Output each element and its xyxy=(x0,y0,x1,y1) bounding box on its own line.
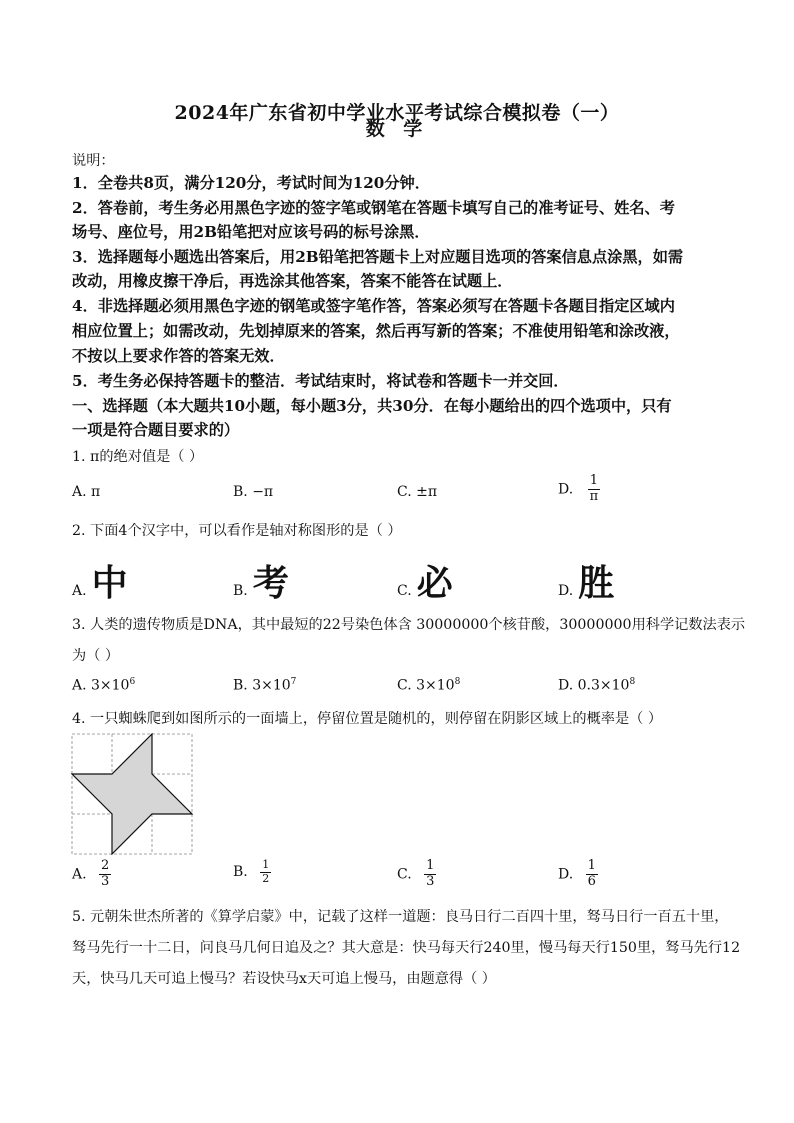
shaded-star xyxy=(72,734,192,854)
section-heading-cont: 一项是符合题目要求的） xyxy=(72,421,240,439)
question-4-stem: 4. 一只蜘蛛爬到如图所示的一面墙上，停留位置是随机的，则停留在阴影区域上的概率是（ ） xyxy=(72,711,663,727)
instruction-line: 1．全卷共8页，满分120分，考试时间为120分钟． xyxy=(72,174,430,192)
q3-option-a: A. $3\times 10^6$ xyxy=(72,677,136,694)
option-character: 必 xyxy=(416,563,453,604)
option-label: D. xyxy=(558,481,574,498)
instruction-line: 相应位置上；如需改动，先划掉原来的答案，然后再写新的答案；不准使用铅笔和涂改液， xyxy=(72,322,680,340)
option-label: B. xyxy=(233,583,248,599)
numerator: 1 xyxy=(589,473,599,488)
q2-option-a xyxy=(72,555,128,606)
q3-option-d: D. $0.3\times 10^8$ xyxy=(558,677,636,694)
q4-option-b: B. $\frac{1}{2}$ xyxy=(233,858,270,885)
q2-option-b xyxy=(233,555,289,606)
q2-option-d xyxy=(558,555,614,606)
question-1-stem: 1. π的绝对值是（ ） xyxy=(72,449,204,465)
q1-option-b: B. −π xyxy=(233,484,274,500)
denominator: π xyxy=(589,488,599,504)
question-5-stem-cont: 天，快马几天可追上慢马？若设快马x天可追上慢马，由题意得（ ） xyxy=(72,971,496,987)
subject-title: 数 学 xyxy=(365,118,429,140)
instruction-line: 不按以上要求作答的答案无效． xyxy=(72,347,285,365)
option-label: D. xyxy=(558,583,574,599)
instruction-line: 场号、座位号，用2B铅笔把对应该号码的标号涂黑． xyxy=(72,223,430,241)
q3-option-c: C. $3\times 10^8$ xyxy=(397,677,461,694)
question-2-stem: 2. 下面4个汉字中，可以看作是轴对称图形的是（ ） xyxy=(72,523,402,539)
q1-option-a: A. π xyxy=(72,484,101,500)
option-character: 胜 xyxy=(578,563,615,604)
instruction-line: 改动，用橡皮擦干净后，再选涂其他答案，答案不能答在试题上． xyxy=(72,272,513,290)
q3-option-b: B. $3\times 10^7$ xyxy=(233,677,297,694)
section-heading: 一、选择题（本大题共10小题，每小题3分，共30分．在每小题给出的四个选项中，只有 xyxy=(72,397,672,415)
question-5-stem-cont: 驽马先行一十二日，问良马几何日追及之？其大意是：快马每天行240里，慢马每天行150里，驽马先行12 xyxy=(72,940,741,956)
instruction-line: 3．选择题每小题选出答案后，用2B铅笔把答题卡上对应题目选项的答案信息点涂黑，如需 xyxy=(72,248,684,266)
instruction-line: 2．答卷前，考生务必用黑色字迹的签字笔或钢笔在答题卡填写自己的准考证号、姓名、考 xyxy=(72,199,675,217)
question-3-stem-cont: 为（ ） xyxy=(72,648,120,664)
q2-option-c xyxy=(397,555,453,606)
instruction-line: 4．非选择题必须用黑色字迹的钢笔或签字笔作答，答案必须写在答题卡各题目指定区域内 xyxy=(72,297,675,315)
star-grid-figure xyxy=(71,733,193,855)
fraction xyxy=(588,474,601,505)
option-label: C. xyxy=(397,583,412,599)
q4-option-c: C. $\frac{1}{3}$ xyxy=(397,858,435,889)
q1-option-d xyxy=(558,474,600,505)
q4-option-a: A. $\frac{2}{3}$ xyxy=(72,858,110,889)
instruction-line: 5．考生务必保持答题卡的整洁．考试结束时，将试卷和答题卡一并交回． xyxy=(72,372,569,390)
instructions-heading: 说明： xyxy=(72,153,115,169)
q1-option-c: C. ±π xyxy=(397,484,438,500)
option-character: 中 xyxy=(91,563,128,604)
option-label: A. xyxy=(72,583,87,599)
option-character: 考 xyxy=(252,563,289,604)
q4-option-d: D. $\frac{1}{6}$ xyxy=(558,858,596,889)
question-3-stem: 3. 人类的遗传物质是DNA，其中最短的22号染色体含 30000000个核苷酸，30000000用科学记数法表示 xyxy=(72,617,746,633)
page-title: 2024年广东省初中学业水平考试综合模拟卷（一） xyxy=(174,102,620,124)
question-5-stem: 5. 元朝朱世杰所著的《算学启蒙》中，记载了这样一道题：良马日行二百四十里，驽马日行一百五十里， xyxy=(72,909,729,925)
